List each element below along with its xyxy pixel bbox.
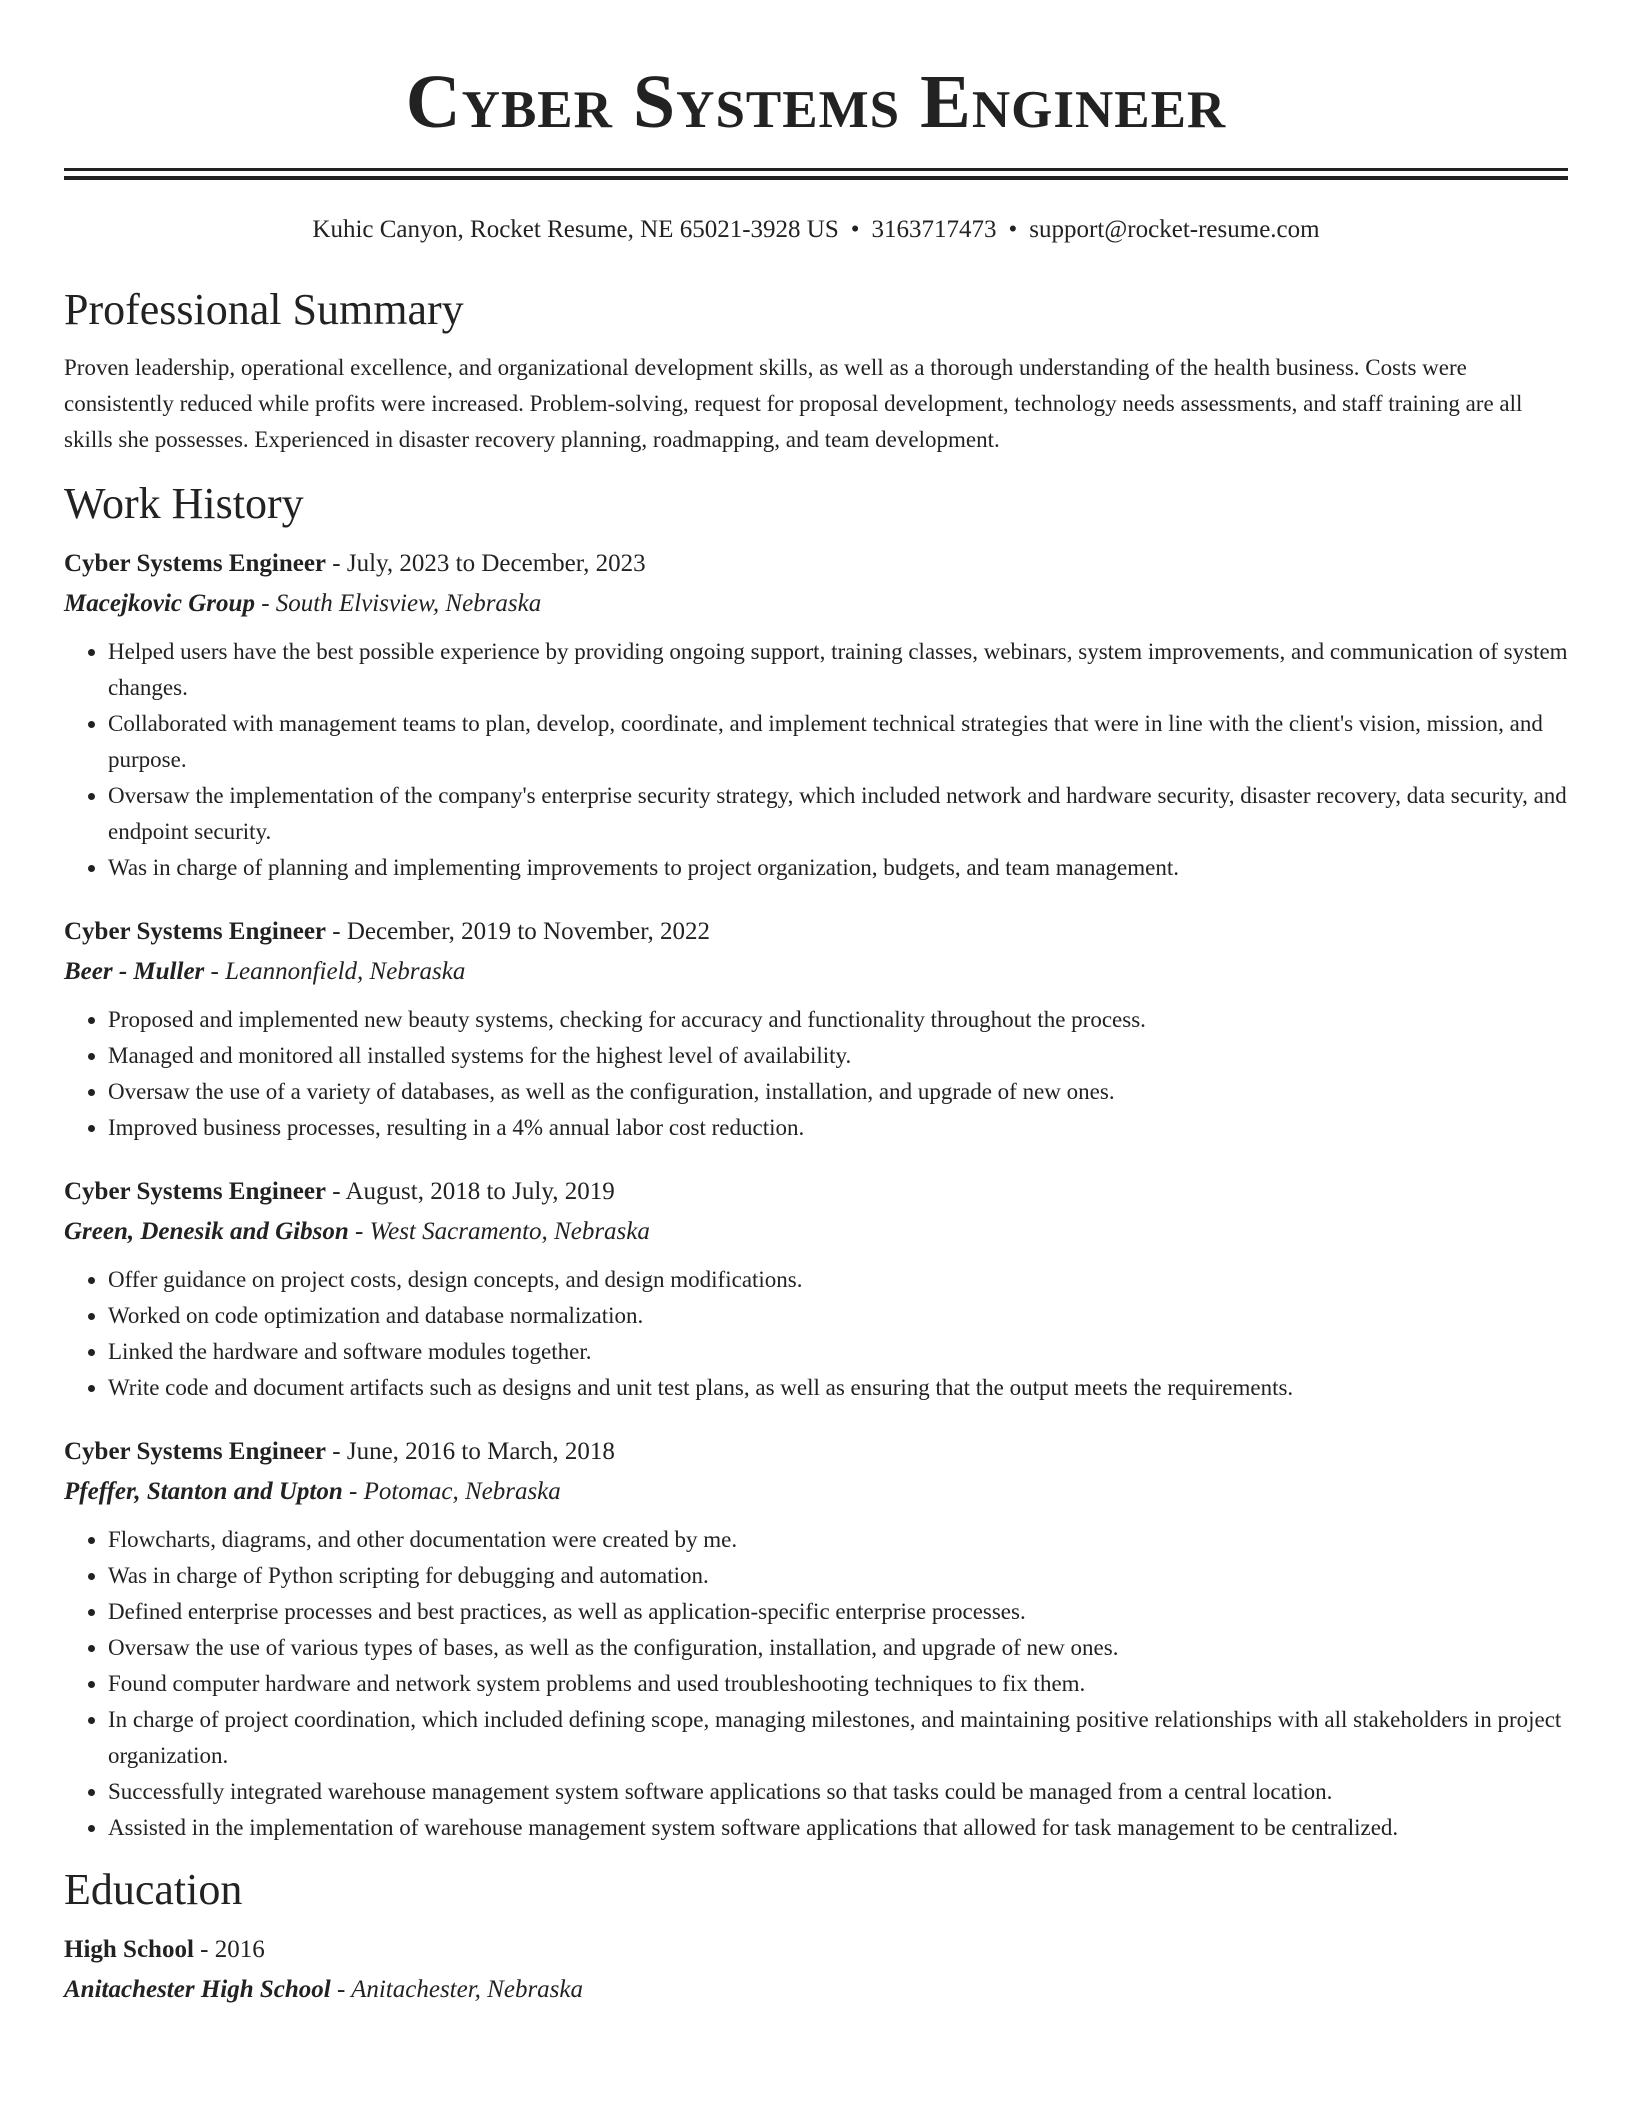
title-divider-top [64,168,1568,171]
job-location: - South Elvisview, Nebraska [254,590,542,617]
job-title-line [64,1432,1568,1472]
education-entry [64,1930,1568,2010]
job-bullet: • Flowcharts, diagrams, and other documentation were created by me. [108,1522,1568,1558]
job-location: - Leannonfield, Nebraska [204,958,466,985]
resume-title: Cyber Systems Engineer [405,60,1227,144]
contact-email: support@rocket-resume.com [1029,216,1320,243]
summary-text: Proven leadership, operational excellence, and organizational development skills, as well as a thorough understanding of the health business. Costs were consistently reduced while profits were increased. Problem-solving, request for proposal development, technology needs assessments, and staff training are all skills she possesses. Experienced in disaster recovery planning, roadmapping, and team development. [64,355,1523,452]
job-bullet: • Defined enterprise processes and best practices, as well as application-specific enterprise processes. [108,1594,1568,1630]
job-dates: - June, 2016 to March, 2018 [326,1438,615,1465]
job-bullet: • Offer guidance on project costs, design concepts, and design modifications. [108,1262,1568,1298]
job-bullets [64,1522,1568,1846]
job-dates: - July, 2023 to December, 2023 [326,550,646,577]
job-company: Green, Denesik and Gibson [64,1218,349,1245]
company-line [64,584,1568,624]
education-school: Anitachester High School [64,1976,331,2003]
job-dates: - December, 2019 to November, 2022 [326,918,711,945]
contact-line [64,214,1568,246]
job-entry [64,1172,1568,1406]
job-bullets [64,634,1568,886]
job-bullet: • Found computer hardware and network system problems and used troubleshooting techniques to fix them. [108,1666,1568,1702]
contact-phone: 3163717473 [871,216,997,243]
education-degree-line [64,1930,1568,1970]
job-company: Pfeffer, Stanton and Upton [64,1478,343,1505]
job-company: Beer - Muller [64,958,205,985]
job-bullets [64,1262,1568,1406]
job-bullet: • Write code and document artifacts such as designs and unit test plans, as well as ensuring that the output meets the requirements. [108,1370,1568,1406]
job-role: Cyber Systems Engineer [64,918,327,945]
job-bullet: • Collaborated with management teams to plan, develop, coordinate, and implement technical strategies that were in line with the client's vision, mission, and purpose. [108,706,1568,778]
job-bullet: • Linked the hardware and software modules together. [108,1334,1568,1370]
job-title-line [64,912,1568,952]
company-line [64,1472,1568,1512]
contact-separator: • [1008,216,1018,243]
company-line [64,1212,1568,1252]
education-location: - Anitachester, Nebraska [330,1976,584,2003]
job-role: Cyber Systems Engineer [64,1438,327,1465]
job-title-line [64,1172,1568,1212]
job-bullet: • Was in charge of planning and implementing improvements to project organization, budgets, and team management. [108,850,1568,886]
education-school-line [64,1970,1568,2010]
job-dates: - August, 2018 to July, 2019 [326,1178,615,1205]
job-bullet: • Proposed and implemented new beauty systems, checking for accuracy and functionality throughout the process. [108,1002,1568,1038]
job-bullet: • Managed and monitored all installed systems for the highest level of availability. [108,1038,1568,1074]
job-location: - Potomac, Nebraska [342,1478,561,1505]
job-role: Cyber Systems Engineer [64,550,327,577]
work-history-heading: Work History [64,479,304,528]
job-bullets [64,1002,1568,1146]
summary-heading: Professional Summary [64,285,464,334]
job-entry [64,544,1568,886]
title-divider-bottom [64,176,1568,180]
job-bullet: • Successfully integrated warehouse management system software applications so that tasks could be managed from a central location. [108,1774,1568,1810]
job-bullet: • Oversaw the use of various types of bases, as well as the configuration, installation, and upgrade of new ones. [108,1630,1568,1666]
education-degree: High School [64,1936,194,1963]
job-company: Macejkovic Group [64,590,255,617]
job-bullet: • Helped users have the best possible experience by providing ongoing support, training classes, webinars, system improvements, and communication of system changes. [108,634,1568,706]
education-heading: Education [64,1865,243,1914]
education-year: - 2016 [193,1936,265,1963]
contact-separator: • [850,216,860,243]
job-title-line [64,544,1568,584]
job-role: Cyber Systems Engineer [64,1178,327,1205]
job-bullet: • Was in charge of Python scripting for debugging and automation. [108,1558,1568,1594]
job-location: - West Sacramento, Nebraska [348,1218,650,1245]
job-entry [64,1432,1568,1846]
job-bullet: • Oversaw the implementation of the company's enterprise security strategy, which included network and hardware security, disaster recovery, data security, and endpoint security. [108,778,1568,850]
company-line [64,952,1568,992]
job-entry [64,912,1568,1146]
job-bullet: • Worked on code optimization and database normalization. [108,1298,1568,1334]
job-bullet: • Improved business processes, resulting in a 4% annual labor cost reduction. [108,1110,1568,1146]
job-bullet: • Oversaw the use of a variety of databases, as well as the configuration, installation, and upgrade of new ones. [108,1074,1568,1110]
job-bullet: • Assisted in the implementation of warehouse management system software applications that allowed for task management to be centralized. [108,1810,1568,1846]
job-bullet: • In charge of project coordination, which included defining scope, managing milestones, and maintaining positive relationships with all stakeholders in project organization. [108,1702,1568,1774]
contact-address: Kuhic Canyon, Rocket Resume, NE 65021-3928 US [312,216,839,243]
